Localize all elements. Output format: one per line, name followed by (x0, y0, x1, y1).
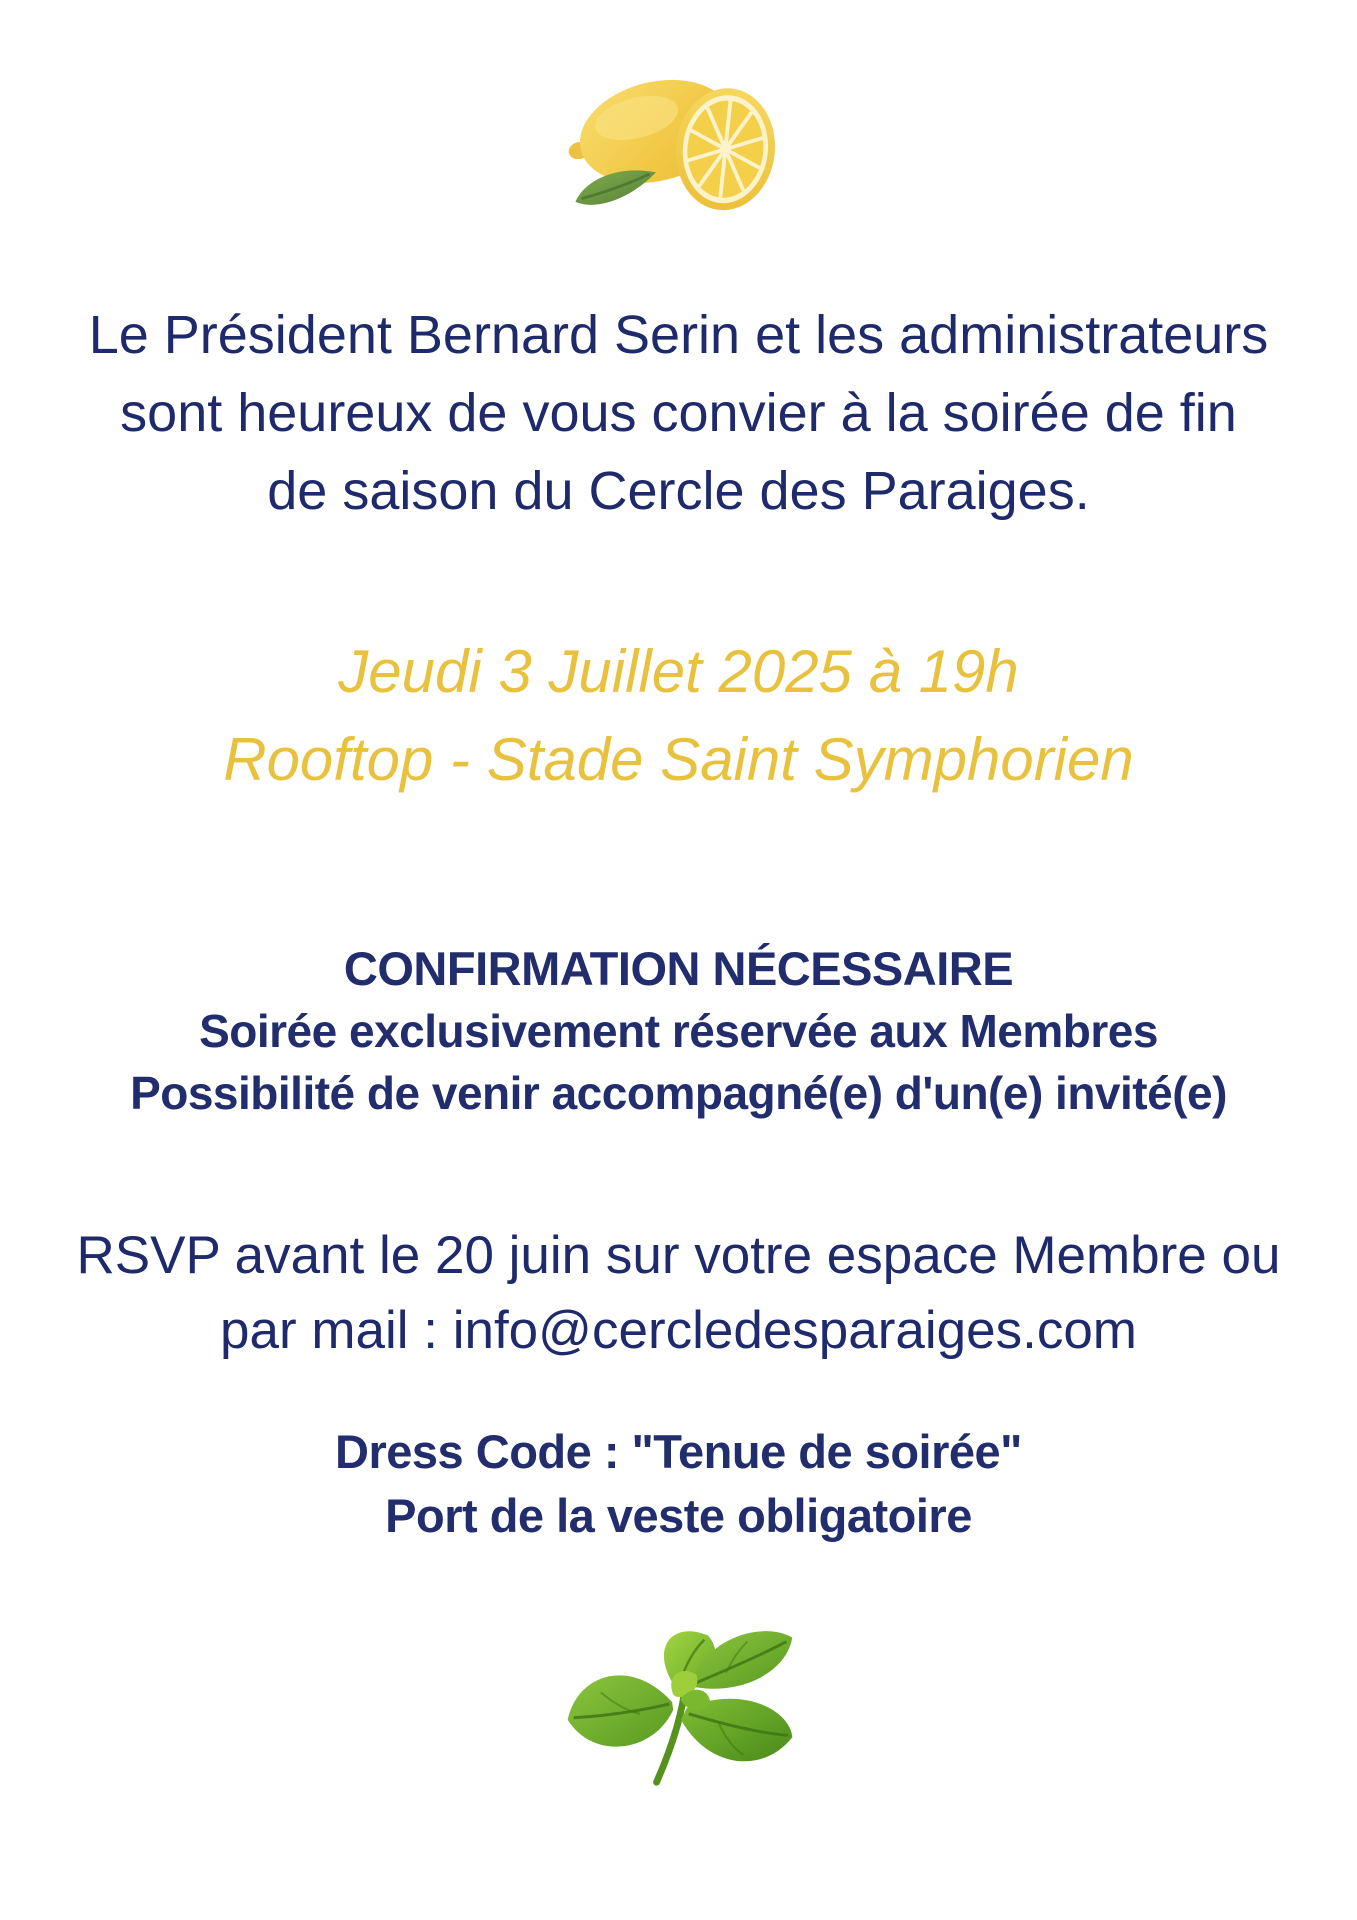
dress-code-line-2: Port de la veste obligatoire (385, 1489, 972, 1542)
basil-illustration (560, 1624, 798, 1795)
event-details (0, 628, 1357, 804)
rsvp-block (0, 1218, 1357, 1368)
intro-paragraph (0, 296, 1357, 530)
confirmation-line-2: Possibilité de venir accompagné(e) d'un(e) invité(e) (130, 1067, 1227, 1119)
confirmation-line-1: Soirée exclusivement réservée aux Membres (199, 1005, 1158, 1057)
rsvp-line-1: RSVP avant le 20 juin sur votre espace Membre ou (76, 1226, 1281, 1285)
rsvp-line-2-email: par mail : info@cercledesparaiges.com (220, 1301, 1137, 1360)
basil-icon (560, 1624, 798, 1790)
intro-line-1: Le Président Bernard Serin et les administrateurs (88, 305, 1269, 365)
lemon-icon (563, 58, 795, 218)
event-location: Rooftop - Stade Saint Symphorien (223, 726, 1134, 793)
event-datetime: Jeudi 3 Juillet 2025 à 19h (338, 638, 1019, 705)
confirmation-block (0, 938, 1357, 1124)
confirmation-title: CONFIRMATION NÉCESSAIRE (343, 942, 1014, 995)
intro-line-3: de saison du Cercle des Paraiges. (267, 461, 1090, 521)
intro-line-2: sont heureux de vous convier à la soirée de fin (120, 383, 1237, 443)
dress-code-line-1: Dress Code : "Tenue de soirée" (335, 1425, 1022, 1478)
lemon-illustration (563, 58, 795, 223)
dress-code-block (0, 1420, 1357, 1548)
